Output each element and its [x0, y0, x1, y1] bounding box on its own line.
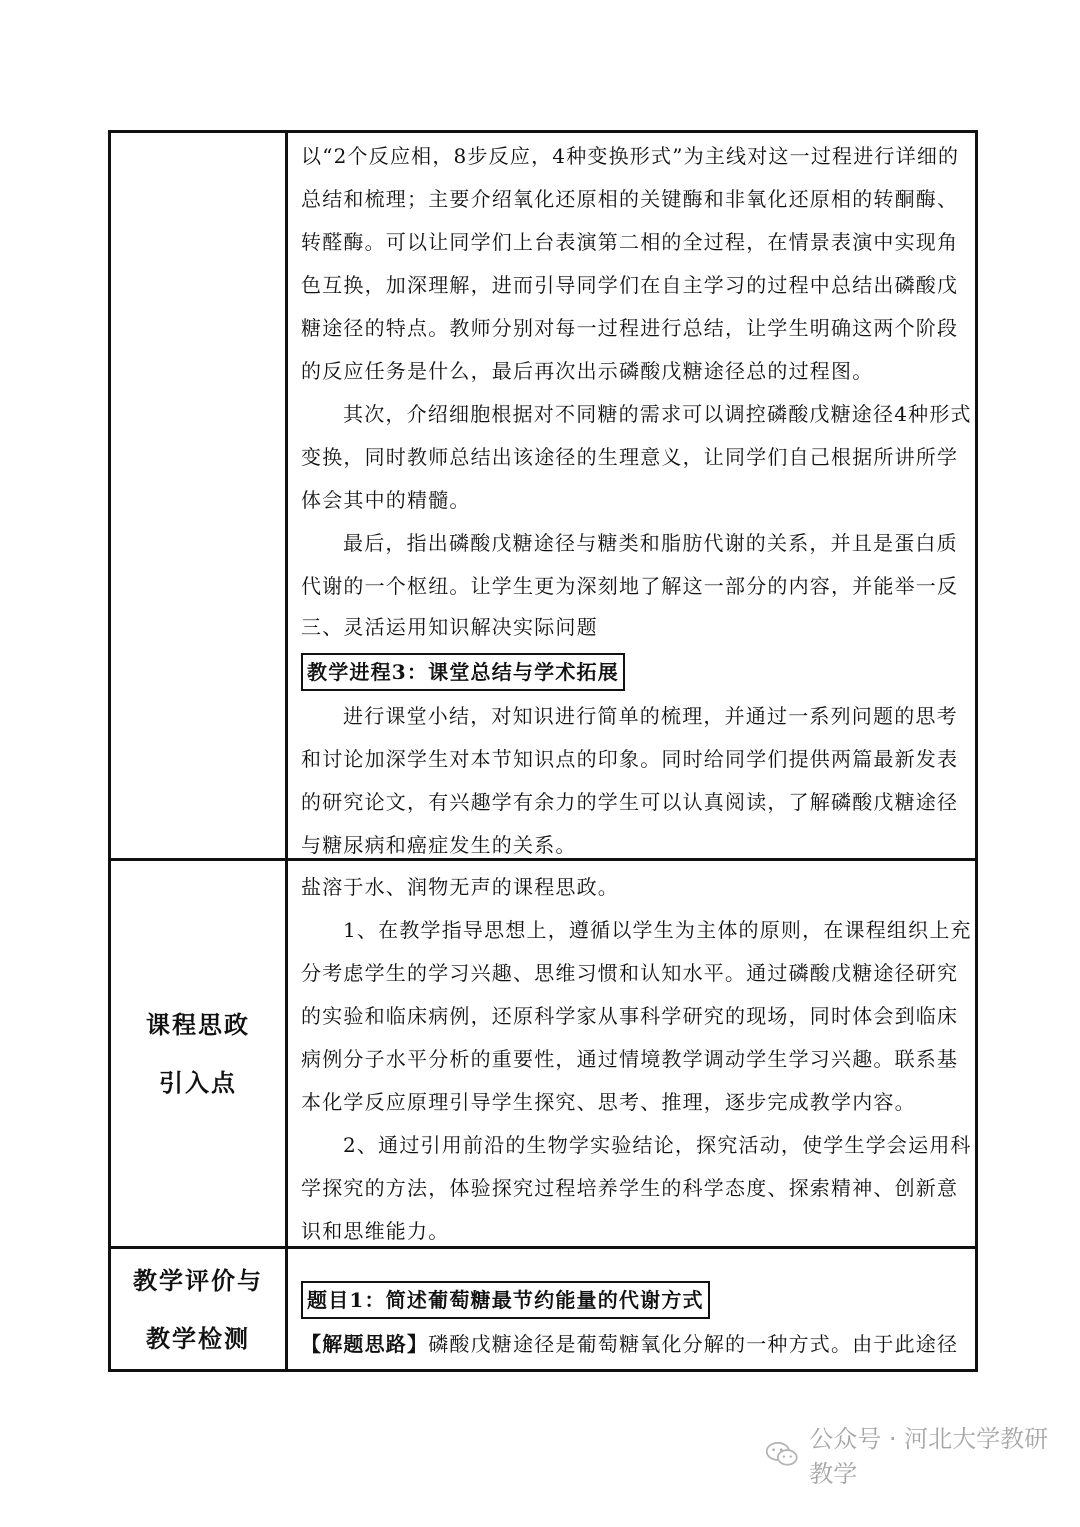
row3-content	[301, 1277, 973, 1366]
wechat-icon	[765, 1438, 799, 1470]
row2-label-line1: 课程思政	[146, 1010, 250, 1039]
row2-content	[301, 866, 973, 1253]
hint-text: 磷酸戊糖途径是葡萄糖氧化分解的一种方式。由于此途径	[428, 1332, 959, 1356]
summary-paragraph: 进行课堂小结，对知识进行简单的梳理，并通过一系列问题的思考和讨论加深学生对本节知识点的印象。同时给同学们提供两篇最新发表的研究论文，有兴趣学有余力的学生可以认真阅读，了解磷酸戊糖途径与糖尿病和癌症发生的关系。	[301, 704, 959, 857]
row2-point-1: 1、在教学指导思想上，遵循以学生为主体的原则，在课程组织上充分考虑学生的学习兴趣、思维习惯和认知水平。通过磷酸戊糖途径研究的实验和临床病例，还原科学家从事科学研究的现场，同时体会到临床病例分子水平分析的重要性，通过情境教学调动学生学习兴趣。联系基本化学反应原理引导学生探究、思考、推理，逐步完成教学内容。	[301, 918, 972, 1114]
hint-line	[301, 1323, 973, 1366]
row2-point-2: 2、通过引用前沿的生物学实验结论，探究活动，使学生学会运用科学探究的方法，体验探究过程培养学生的科学态度、探索精神、创新意识和思维能力。	[301, 1133, 972, 1243]
question-title: 题目1：简述葡萄糖最节约能量的代谢方式	[301, 1281, 710, 1319]
row1-paragraph-2: 其次，介绍细胞根据对不同糖的需求可以调控磷酸戊糖途径4种形式变换，同时教师总结出该途径的生理意义，让同学们自己根据所讲所学体会其中的精髓。	[301, 402, 972, 512]
row1-paragraph-1: 以“2个反应相，8步反应，4种变换形式”为主线对这一过程进行详细的总结和梳理；主要介绍氧化还原相的关键酶和非氧化还原相的转酮酶、转醛酶。可以让同学们上台表演第二相的全过程，在情景表演中实现角色互换，加深理解，进而引导同学们在自主学习的过程中总结出磷酸戊糖途径的特点。教师分别对每一过程进行总结，让学生明确这两个阶段的反应任务是什么，最后再次出示磷酸戊糖途径总的过程图。	[301, 144, 960, 383]
hint-label: 【解题思路】	[301, 1332, 429, 1356]
row1-paragraph-4: 三、灵活运用知识解决实际问题	[301, 615, 598, 639]
row3-label-line2: 教学检测	[146, 1324, 250, 1353]
lesson-plan-table	[108, 130, 978, 1372]
section-title: 教学进程3：课堂总结与学术拓展	[301, 653, 625, 691]
row3-label-line1: 教学评价与	[133, 1266, 263, 1295]
watermark	[765, 1425, 1055, 1488]
row2-intro: 盐溶于水、润物无声的课程思政。	[301, 875, 619, 899]
row2-label-line2: 引入点	[159, 1068, 237, 1097]
row1-paragraph-3: 最后，指出磷酸戊糖途径与糖类和脂肪代谢的关系，并且是蛋白质代谢的一个枢纽。让学生更为深刻地了解这一部分的内容，并能举一反	[301, 531, 959, 598]
watermark-text: 公众号 · 河北大学教研教学	[809, 1425, 1049, 1488]
column-divider	[285, 133, 288, 1369]
row1-content	[301, 135, 973, 867]
